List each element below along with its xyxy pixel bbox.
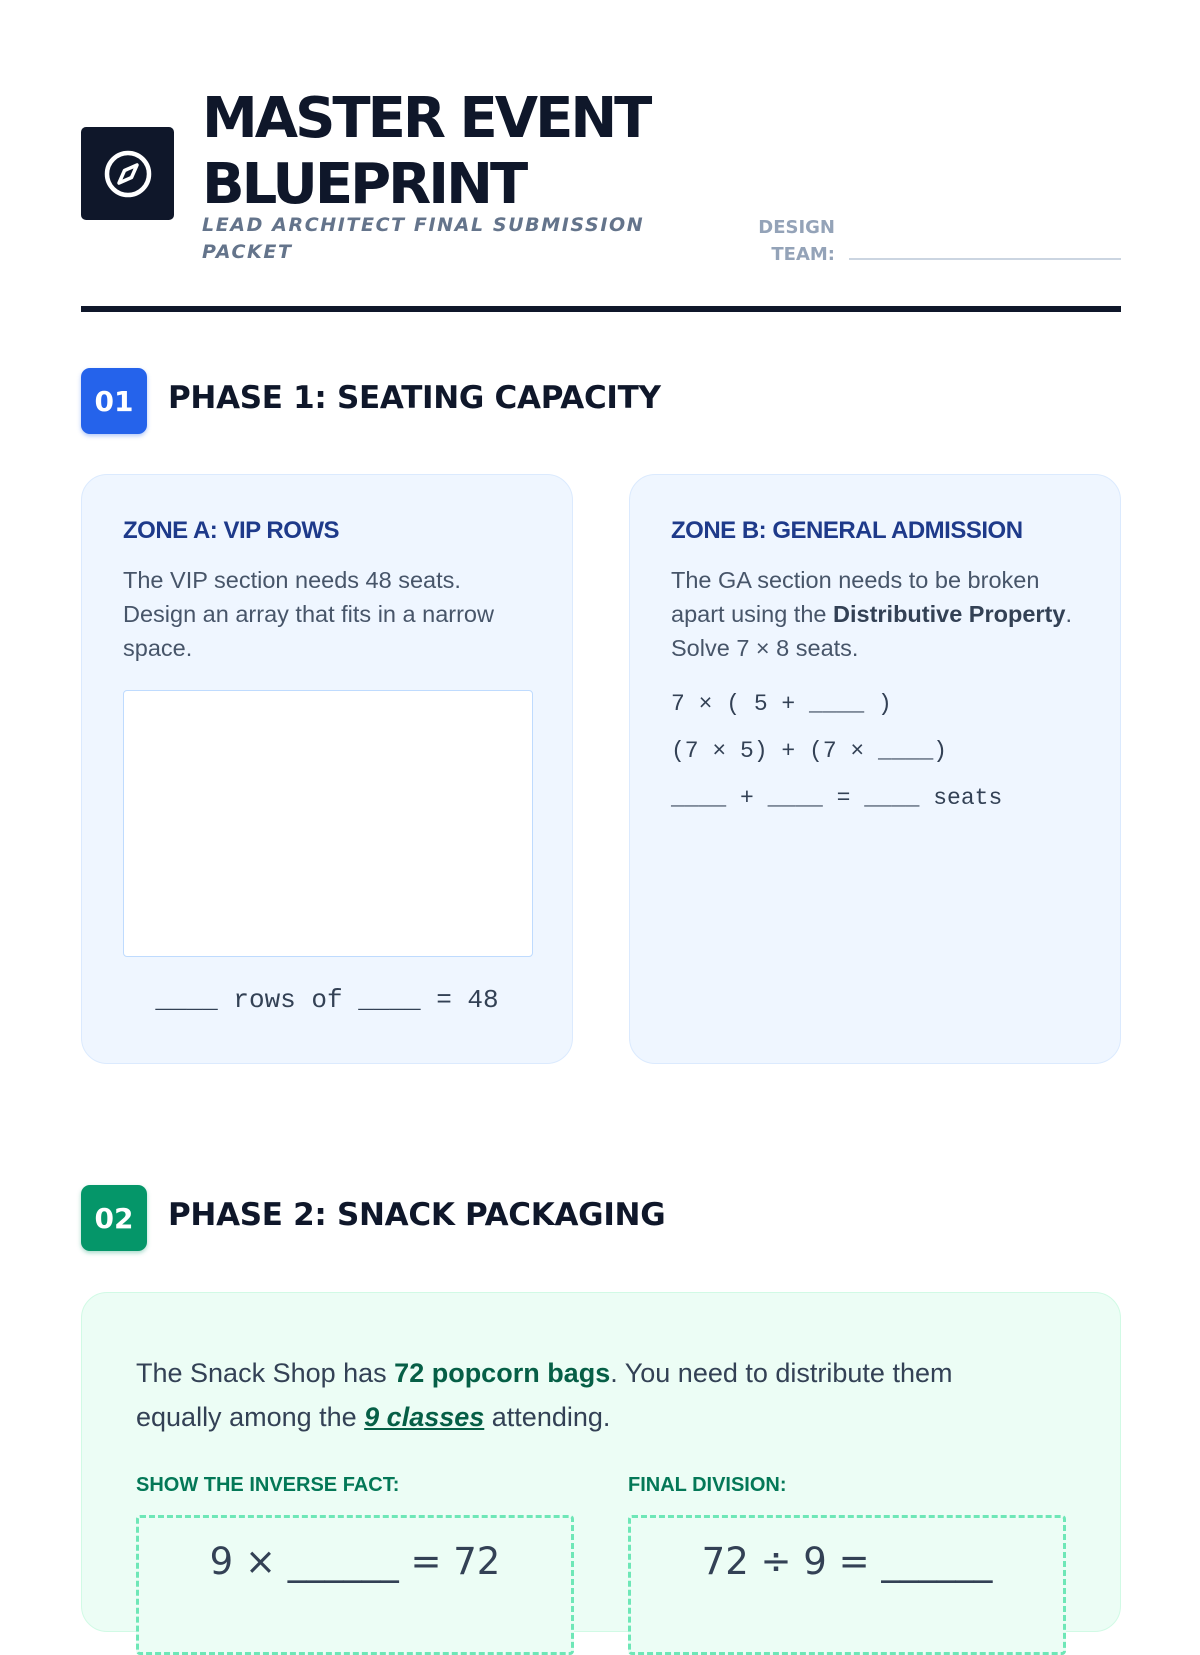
design-team-field[interactable]	[849, 258, 1121, 260]
inverse-fact-box[interactable]	[136, 1515, 574, 1655]
page-subtitle: LEAD ARCHITECT FINAL SUBMISSION PACKET	[202, 214, 645, 263]
header-divider	[81, 306, 1121, 312]
zone-b-title: ZONE B: GENERAL ADMISSION	[671, 517, 1023, 544]
final-division-box[interactable]	[628, 1515, 1066, 1655]
final-division-equation: 72 ÷ 9 = ______	[701, 1540, 993, 1583]
zone-a-instructions: The VIP section needs 48 seats. Design an array that fits in a narrow space.	[123, 567, 494, 661]
zone-b-card	[629, 474, 1121, 1064]
snack-text-1: The Snack Shop has	[136, 1358, 395, 1388]
phase-1-badge: 01	[81, 368, 147, 434]
zone-a-equation[interactable]: ____ rows of ____ = 48	[155, 985, 499, 1015]
phase-1-title: PHASE 1: SEATING CAPACITY	[168, 380, 661, 416]
compass-icon	[102, 148, 154, 200]
phase-2-title: PHASE 2: SNACK PACKAGING	[168, 1197, 666, 1233]
snack-text-2: . You need to distribute them equally among the	[136, 1358, 953, 1432]
snack-text-3: attending.	[484, 1402, 611, 1432]
snack-instructions	[136, 1351, 1036, 1439]
array-drawing-area[interactable]	[123, 690, 533, 957]
title-line-1: MASTER EVENT	[202, 86, 650, 151]
final-division-label: FINAL DIVISION:	[628, 1474, 787, 1496]
zone-b-text-before: The GA section needs to be broken apart using the	[671, 567, 1040, 627]
distributive-property-term: Distributive Property	[833, 601, 1066, 627]
distributive-step-1[interactable]: 7 × ( 5 + ____ )	[671, 691, 892, 717]
popcorn-count: 72 popcorn bags	[394, 1358, 611, 1388]
inverse-fact-equation: 9 × ______ = 72	[209, 1540, 501, 1583]
zone-b-text-after: . Solve 7 × 8 seats.	[671, 601, 1072, 661]
design-team-label: DESIGN TEAM:	[758, 217, 835, 265]
phase-2-badge: 02	[81, 1185, 147, 1251]
zone-a-card	[81, 474, 573, 1064]
title-line-2: BLUEPRINT	[202, 152, 526, 217]
logo	[81, 127, 174, 220]
page-title	[202, 86, 649, 218]
distributive-step-3[interactable]: ____ + ____ = ____ seats	[671, 785, 1003, 811]
distributive-step-2[interactable]: (7 × 5) + (7 × ____)	[671, 738, 948, 764]
inverse-fact-label: SHOW THE INVERSE FACT:	[136, 1474, 400, 1496]
zone-a-title: ZONE A: VIP ROWS	[123, 517, 340, 544]
zone-b-instructions	[671, 563, 1086, 665]
snack-packaging-card	[81, 1292, 1121, 1632]
class-count: 9 classes	[364, 1402, 485, 1432]
